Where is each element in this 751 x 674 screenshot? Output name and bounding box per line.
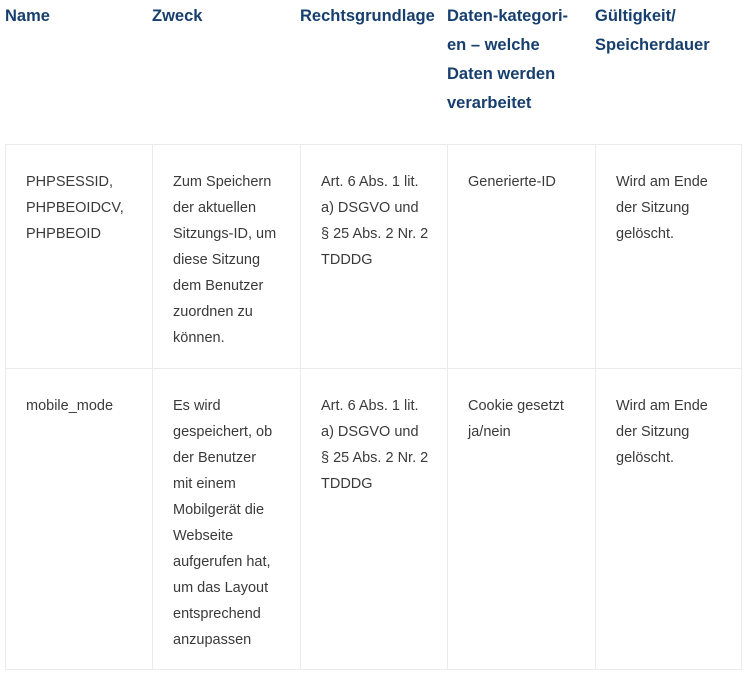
header-line: Rechtsgrundlage [300, 7, 435, 25]
header-line: Gültigkeit/ [595, 7, 676, 25]
header-gueltigkeit [595, 2, 745, 60]
cell-line: aufgerufen hat, [173, 554, 271, 570]
header-line: Daten werden [447, 65, 556, 83]
table-cell-gueltigkeit [595, 144, 742, 370]
table-cell-name [5, 368, 154, 670]
cell-line: gespeichert, ob [173, 424, 273, 440]
table-cell-gueltigkeit [595, 368, 742, 670]
header-line: Zweck [152, 7, 203, 25]
cell-line: Art. 6 Abs. 1 lit. [321, 398, 419, 414]
header-zweck [152, 2, 292, 31]
header-line: Speicherdauer [595, 36, 710, 54]
header-line: verarbeitet [447, 94, 532, 112]
cell-line: Mobilgerät die [173, 502, 265, 518]
table-cell-rechtsgrundlage [300, 144, 449, 370]
cell-line: TDDDG [321, 476, 373, 492]
table-cell-zweck [152, 144, 302, 370]
table-cell-datenkategorien [447, 368, 597, 670]
header-datenkategorien [447, 2, 592, 118]
cell-line: um das Layout [173, 580, 269, 596]
table-cell-rechtsgrundlage [300, 368, 449, 670]
cell-line: gelöscht. [616, 226, 675, 242]
cell-line: PHPSESSID, [26, 174, 114, 190]
cell-line: Art. 6 Abs. 1 lit. [321, 174, 419, 190]
table-cell-zweck [152, 368, 302, 670]
cell-line: § 25 Abs. 2 Nr. 2 [321, 450, 429, 466]
cell-line: Wird am Ende [616, 174, 708, 190]
cell-line: gelöscht. [616, 450, 675, 466]
cell-line: Cookie gesetzt [468, 398, 564, 414]
cell-line: Zum Speichern [173, 174, 272, 190]
header-name [5, 2, 145, 31]
cell-line: ja/nein [468, 424, 511, 440]
cell-line: Generierte-ID [468, 174, 556, 190]
cell-line: dem Benutzer [173, 278, 264, 294]
table-cell-datenkategorien [447, 144, 597, 370]
cell-line: Webseite [173, 528, 234, 544]
cell-line: § 25 Abs. 2 Nr. 2 [321, 226, 429, 242]
table-cell-name [5, 144, 154, 370]
cell-line: a) DSGVO und [321, 200, 419, 216]
cell-line: PHPBEOID [26, 226, 101, 242]
header-line: en – welche [447, 36, 540, 54]
cell-line: zuordnen zu [173, 304, 253, 320]
cell-line: diese Sitzung [173, 252, 261, 268]
cell-line: Wird am Ende [616, 398, 708, 414]
cell-line: mit einem [173, 476, 236, 492]
cell-line: a) DSGVO und [321, 424, 419, 440]
cell-line: Sitzungs-ID, um [173, 226, 277, 242]
cell-line: können. [173, 330, 225, 346]
header-rechtsgrundlage [300, 2, 445, 31]
cell-line: mobile_mode [26, 398, 114, 414]
header-line: Name [5, 7, 50, 25]
cell-line: der Sitzung [616, 424, 690, 440]
cell-line: anzupassen [173, 632, 252, 648]
header-line: Daten-kategori- [447, 7, 569, 25]
cell-line: TDDDG [321, 252, 373, 268]
cell-line: der aktuellen [173, 200, 257, 216]
cell-line: PHPBEOIDCV, [26, 200, 124, 216]
cell-line: der Sitzung [616, 200, 690, 216]
cell-line: entsprechend [173, 606, 261, 622]
cell-line: der Benutzer [173, 450, 257, 466]
cell-line: Es wird [173, 398, 221, 414]
